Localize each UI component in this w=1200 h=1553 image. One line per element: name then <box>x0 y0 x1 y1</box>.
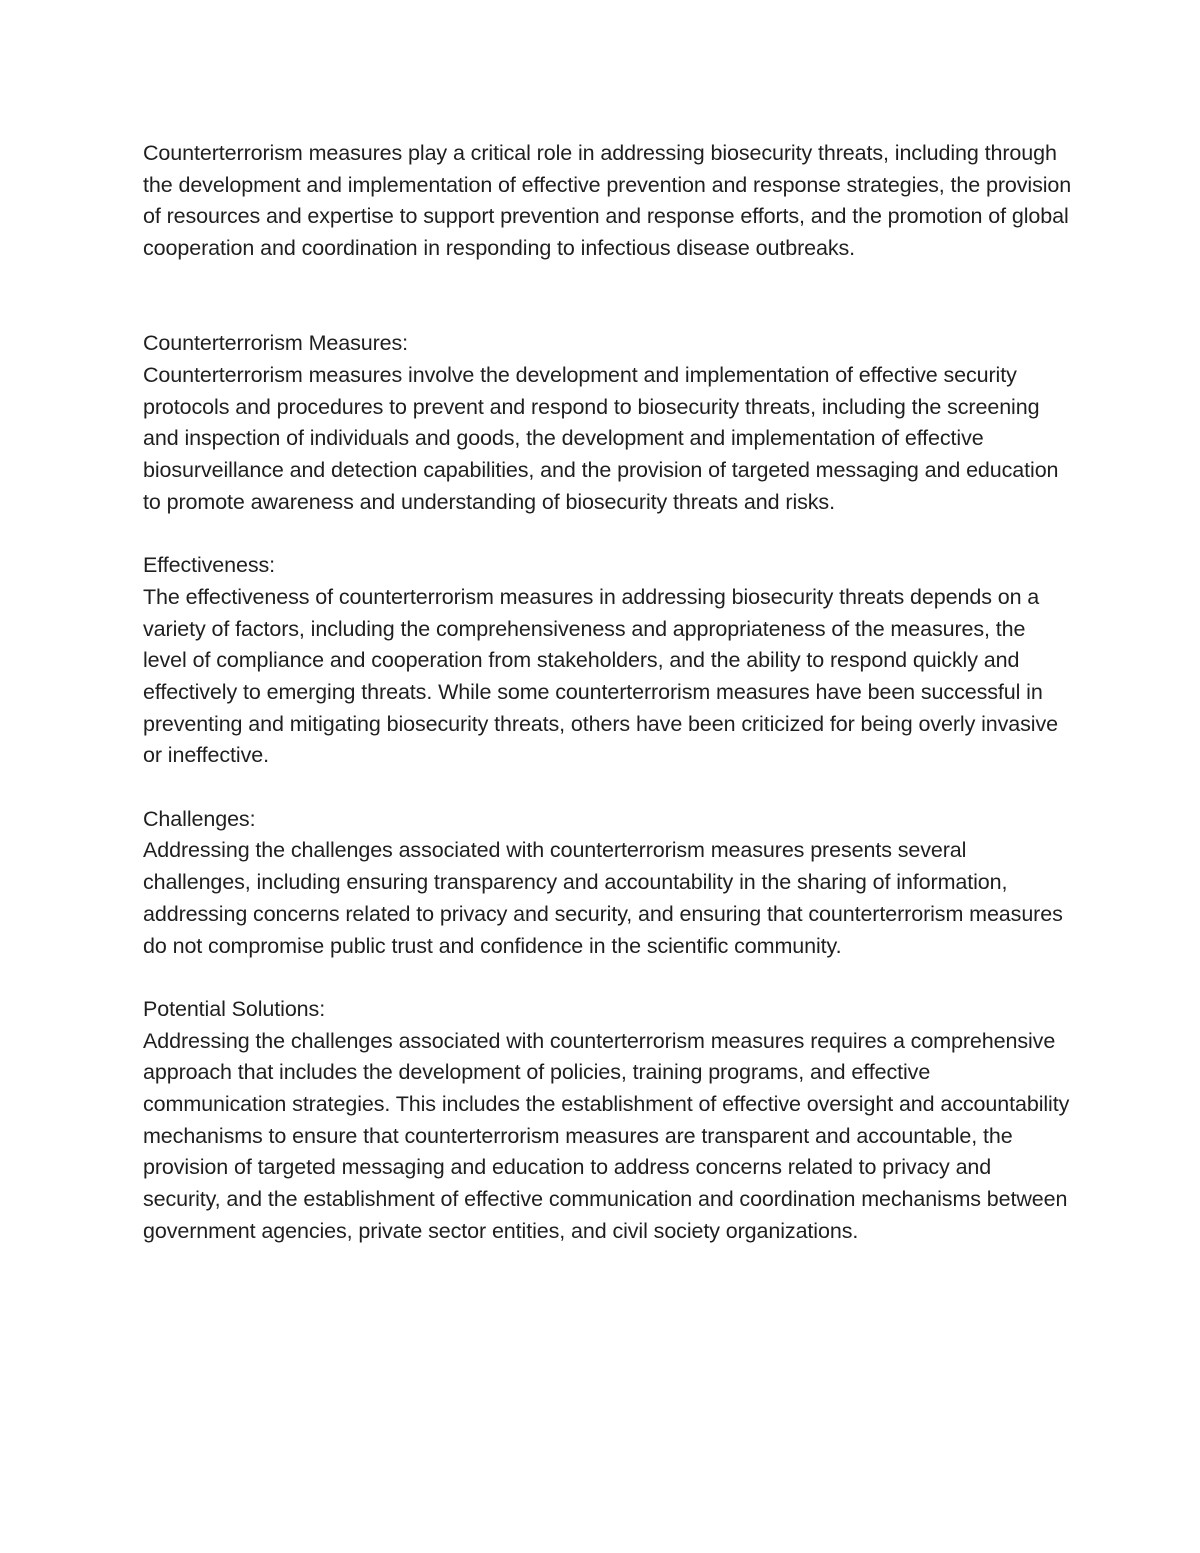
section-challenges <box>143 804 1073 963</box>
section-paragraph: Addressing the challenges associated with counterterrorism measures presents several challenges, including ensuring transparency and accountability in the sharing of information, addressing concerns related to privacy and security, and ensuring that counterterrorism measures do not compromise public trust and confidence in the scientific community. <box>143 838 1063 958</box>
section-paragraph: Counterterrorism measures involve the development and implementation of effective security protocols and procedures to prevent and respond to biosecurity threats, including the screening and inspection of individuals and goods, the development and implementation of effective biosurveillance and detection capabilities, and the provision of targeted messaging and education to promote awareness and understanding of biosecurity threats and risks. <box>143 362 1059 514</box>
section-heading: Challenges: <box>143 806 256 831</box>
section-paragraph: The effectiveness of counterterrorism measures in addressing biosecurity threats depends on a variety of factors, including the comprehensiveness and appropriateness of the measures, the level of compliance and cooperation from stakeholders, and the ability to respond quickly and effectively to emerging threats. While some counterterrorism measures have been successful in preventing and mitigating biosecurity threats, others have been criticized for being overly invasive or ineffective. <box>143 584 1058 768</box>
section-heading: Potential Solutions: <box>143 996 326 1021</box>
section-effectiveness <box>143 550 1073 772</box>
section-heading: Counterterrorism Measures: <box>143 331 409 356</box>
section-counterterrorism-measures <box>143 328 1073 518</box>
section-paragraph: Addressing the challenges associated with counterterrorism measures requires a comprehensive approach that includes the development of policies, training programs, and effective communication strategies. This includes the establishment of effective oversight and accountability mechanisms to ensure that counterterrorism measures are transparent and accountable, the provision of targeted messaging and education to address concerns related to privacy and security, and the establishment of effective communication and coordination mechanisms between government agencies, private sector entities, and civil society organizations. <box>143 1028 1070 1243</box>
document-body <box>143 138 1073 1248</box>
section-heading: Effectiveness: <box>143 553 276 578</box>
section-potential-solutions <box>143 994 1073 1248</box>
intro-paragraph: Counterterrorism measures play a critical role in addressing biosecurity threats, including through the development and implementation of effective prevention and response strategies, the provision of resources and expertise to support prevention and response efforts, and the promotion of global cooperation and coordination in responding to infectious disease outbreaks. <box>143 141 1072 261</box>
